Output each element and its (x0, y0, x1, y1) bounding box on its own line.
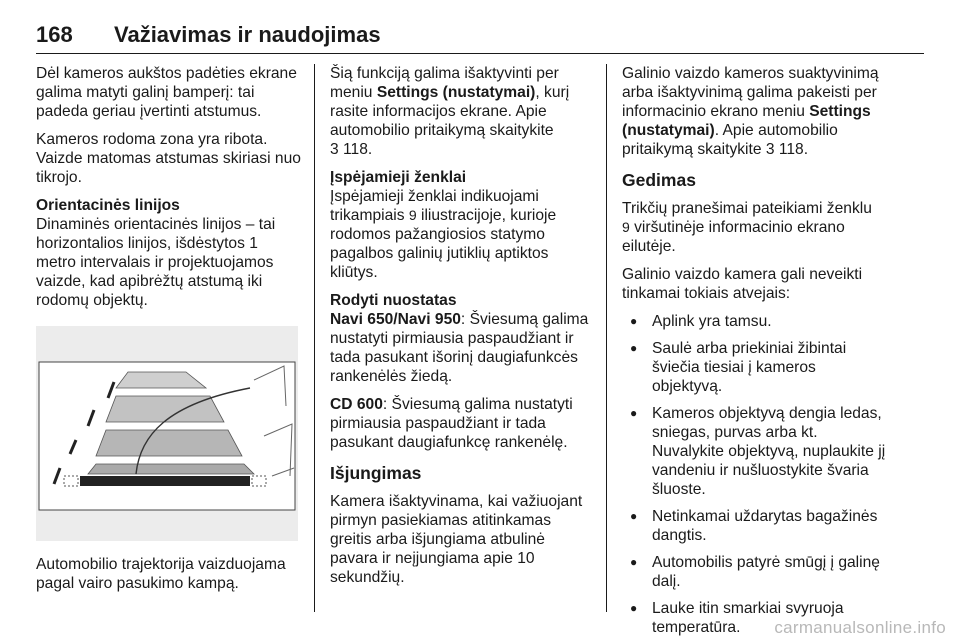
bullet-list (622, 312, 890, 637)
section-heading: Rodyti nuostatas (330, 292, 457, 309)
section-heading: Išjungimas (330, 463, 422, 483)
paragraph: Įspėjamieji ženklai indikuojami trikampiais 9 iliustracijoje, kurioje rodomos pažangiosios statymo pagalbos galinių jutiklių aptiktos kliūtys. (330, 188, 557, 281)
column-3 (622, 64, 890, 642)
page-header (36, 20, 924, 54)
guideline-band-near (96, 430, 242, 456)
list-item: ● Lauke itin smarkiai svyruoja temperatūra. (622, 599, 890, 637)
column-2 (330, 64, 594, 596)
paragraph: Dinaminės orientacinės linijos – tai horizontalios linijos, išdėstytos 1 metro intervalais ir projektuojamos vaizde, kad apibrėžtų atstumą iki rodomų objektų. (36, 216, 276, 309)
rear-camera-view-svg (36, 326, 298, 541)
section-heading: Gedimas (622, 170, 696, 190)
paragraph: Dėl kameros aukštos padėties ekrane galima matyti galinį bamperį: tai padeda geriau įvertinti atstumus. (36, 65, 297, 120)
menu-name: Settings (nustatymai) (622, 103, 871, 139)
warning-triangle-icon: 9 (408, 207, 417, 223)
list-item: ● Kameros objektyvą dengia ledas, sniegas, purvas arba kt. Nuvalykite objektyvą, nuplaukite jį vandeniu ir nušluostykite švaria šluoste. (622, 404, 890, 499)
column-divider-2 (606, 64, 607, 612)
paragraph: Trikčių pranešimai pateikiami ženklu 9 viršutinėje informacinio ekrano eilutėje. (622, 200, 872, 255)
guideline-band-closest (88, 464, 254, 474)
figure-caption: Automobilio trajektorija vaizduojama pagal vairo pasukimo kampą. (36, 556, 286, 592)
paragraph: Šią funkciją galima išaktyvinti per meniu Settings (nustatymai), kurį rasite informacijos ekrane. Apie automobilio pritaikymą skaitykite 3 118. (330, 65, 570, 158)
paragraph: Kamera išaktyvinama, kai važiuojant pirmyn pasiekiamas atitinkamas greitis arba išjungiama atbulinė pavara ir neįjungiama apie 10 sekundžių. (330, 493, 583, 586)
page-reference: 3 118. (765, 141, 809, 158)
paragraph: CD 600: Šviesumą galima nustatyti pirmiausia paspaudžiant ir tada pasukant daugiafunkcę rankenėlę. (330, 396, 573, 451)
paragraph: Navi 650/Navi 950: Šviesumą galima nustatyti pirmiausia paspaudžiant ir tada pasukant išorinį daugiafunkcės rankenėlės žiedą. (330, 311, 589, 385)
chapter-title: Važiavimas ir naudojimas (114, 22, 381, 47)
page-reference: 3 118. (330, 141, 373, 158)
list-item: ● Saulė arba priekiniai žibintai šviečia tiesiai į kameros objektyvą. (622, 339, 890, 396)
warning-triangle-icon: 9 (622, 219, 630, 235)
watermark: carmanualsonline.info (774, 618, 946, 637)
paragraph: Galinio vaizdo kameros suaktyvinimą arba išaktyvinimą galima pakeisti per informacinio ekrano meniu Settings (nustatymai). Apie automobilio pritaikymą skaitykite 3 118. (622, 65, 879, 158)
section-heading: Įspėjamieji ženklai (330, 169, 467, 186)
paragraph: Kameros rodoma zona yra ribota. Vaizde matomas atstumas skiriasi nuo tikrojo. (36, 131, 301, 186)
list-item: ● Netinkamai uždarytas bagažinės dangtis. (622, 507, 890, 545)
page-number: 168 (36, 22, 73, 47)
paragraph: Galinio vaizdo kamera gali neveikti tinkamai tokiais atvejais: (622, 266, 863, 302)
rear-camera-illustration (36, 326, 298, 541)
rear-bumper-bar (80, 476, 250, 486)
section-heading: Orientacinės linijos (36, 197, 180, 214)
list-item: ● Aplink yra tamsu. (622, 312, 890, 331)
column-1 (36, 64, 301, 602)
column-divider-1 (314, 64, 315, 612)
list-item: ● Automobilis patyrė smūgį į galinę dalį. (622, 553, 890, 591)
menu-name: Settings (nustatymai) (376, 84, 536, 101)
